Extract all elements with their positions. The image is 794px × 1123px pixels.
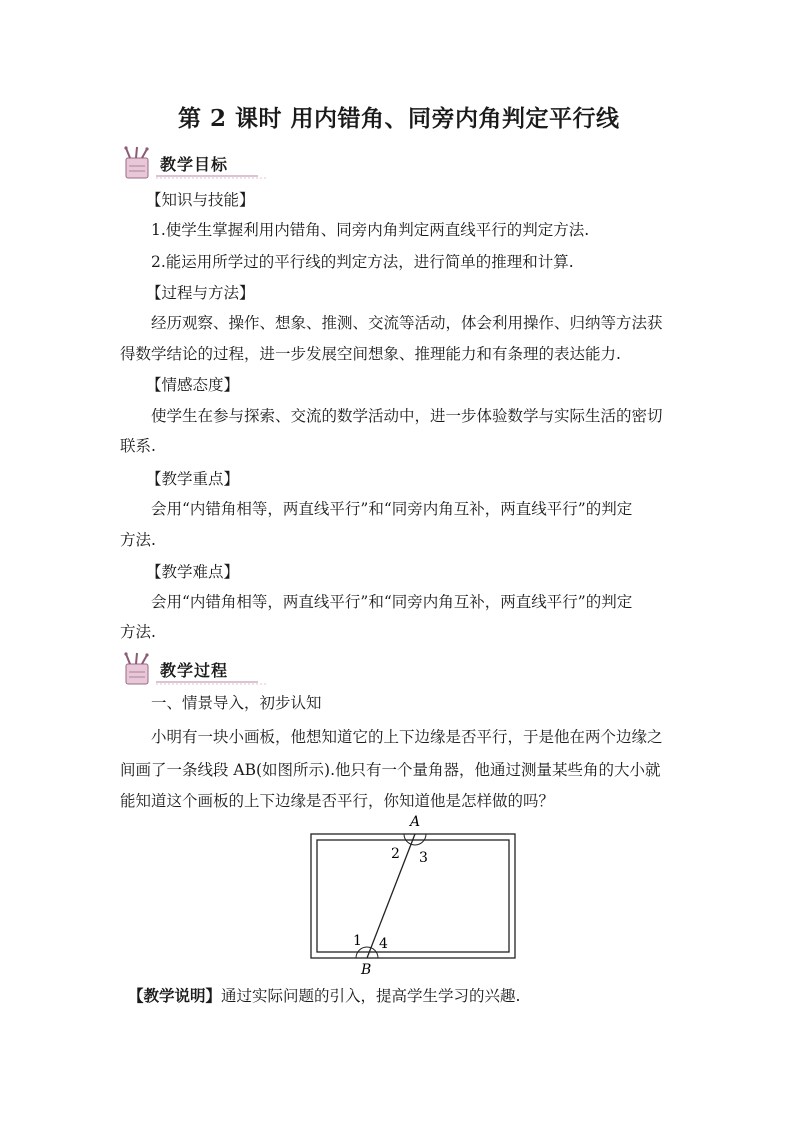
angle-1-label: 1: [353, 933, 362, 949]
text-line: 【知识与技能】: [146, 191, 255, 209]
angle-4-label: 4: [379, 936, 388, 952]
text-line: 方法.: [120, 531, 156, 549]
point-a-label: A: [410, 814, 421, 830]
text-line: 一、情景导入，初步认知: [151, 694, 322, 712]
teaching-note: [120, 986, 680, 1006]
text-line: 经历观察、操作、想象、推测、交流等活动，体会利用操作、归纳等方法获: [151, 314, 663, 332]
text-line: 会用“内错角相等，两直线平行”和“同旁内角互补，两直线平行”的判定: [151, 500, 633, 518]
section-head-process: [118, 652, 268, 688]
section-label-objectives: 教学目标: [160, 155, 229, 174]
section-head-objectives: [118, 146, 268, 182]
text-line: 【过程与方法】: [146, 284, 255, 302]
text-line: 使学生在参与探索、交流的数学活动中，进一步体验数学与实际生活的密切: [151, 407, 663, 425]
board-inner-edge: [317, 840, 509, 952]
text-line: 【情感态度】: [146, 376, 240, 394]
text-line: 方法.: [120, 623, 156, 641]
drawing-board-figure: [305, 812, 525, 980]
teaching-note-text: 通过实际问题的引入，提高学生学习的兴趣.: [221, 987, 521, 1005]
point-b-label: B: [361, 962, 372, 978]
text-line: 联系.: [120, 437, 156, 455]
text-line: 2.能运用所学过的平行线的判定方法，进行简单的推理和计算.: [151, 253, 574, 271]
text-line: 【教学重点】: [146, 470, 240, 488]
text-line: 得数学结论的过程，进一步发展空间想象、推理能力和有条理的表达能力.: [120, 345, 621, 363]
text-line: 会用“内错角相等，两直线平行”和“同旁内角互补，两直线平行”的判定: [151, 593, 633, 611]
angle-2-label: 2: [391, 846, 400, 862]
text-line: 能知道这个画板的上下边缘是否平行，你知道他是怎样做的吗？: [120, 792, 555, 810]
text-line: 小明有一块小画板，他想知道它的上下边缘是否平行，于是他在两个边缘之: [151, 728, 663, 746]
board-outer-edge: [311, 834, 515, 958]
angle-3-label: 3: [419, 850, 428, 866]
text-line: 1.使学生掌握利用内错角、同旁内角判定两直线平行的判定方法.: [151, 221, 590, 239]
text-line: 间画了一条线段 AB(如图所示).他只有一个量角器，他通过测量某些角的大小就: [120, 761, 661, 779]
figure-svg: [305, 812, 525, 980]
page-title: 第 2 课时 用内错角、同旁内角判定平行线: [178, 105, 620, 132]
text-line: 【教学难点】: [146, 563, 240, 581]
section-label-process: 教学过程: [160, 661, 229, 680]
teaching-note-label: 【教学说明】: [128, 986, 222, 1005]
